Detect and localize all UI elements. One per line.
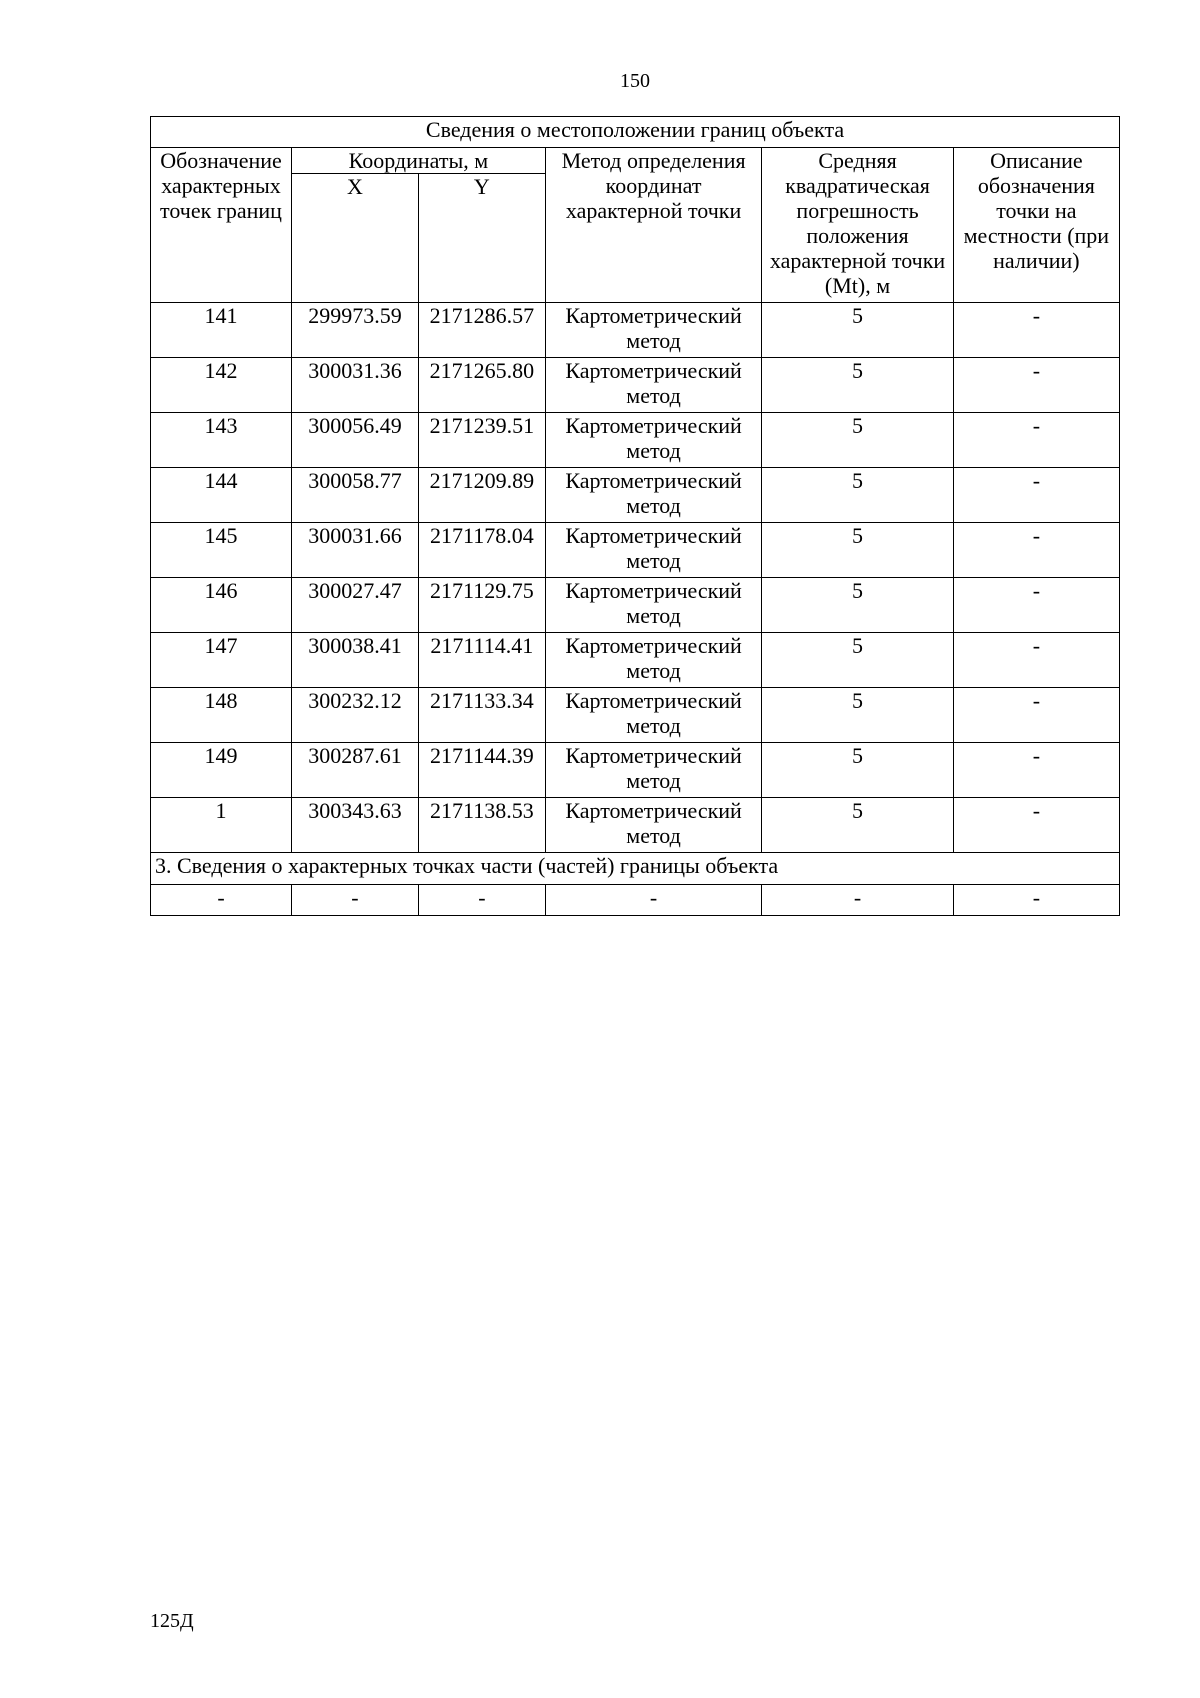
table-title: Сведения о местоположении границ объекта [151, 117, 1120, 148]
table-row [151, 303, 1120, 358]
cell-method: Картометрический метод [545, 798, 762, 853]
header-row [151, 148, 1120, 174]
section-3-cell: - [292, 885, 419, 916]
cell-y: 2171114.41 [418, 633, 545, 688]
table-row [151, 578, 1120, 633]
cell-error: 5 [762, 523, 953, 578]
cell-point: 141 [151, 303, 292, 358]
cell-description: - [953, 413, 1119, 468]
section-3-cell: - [151, 885, 292, 916]
boundary-table [150, 116, 1120, 916]
cell-description: - [953, 468, 1119, 523]
cell-point: 145 [151, 523, 292, 578]
cell-description: - [953, 688, 1119, 743]
section-3-cell: - [762, 885, 953, 916]
table-row [151, 688, 1120, 743]
section-3-cell: - [418, 885, 545, 916]
header-x: X [292, 174, 419, 303]
header-coords: Координаты, м [292, 148, 546, 174]
cell-y: 2171129.75 [418, 578, 545, 633]
section-3-cell: - [545, 885, 762, 916]
cell-method: Картометрический метод [545, 578, 762, 633]
cell-error: 5 [762, 413, 953, 468]
cell-y: 2171286.57 [418, 303, 545, 358]
table-row [151, 468, 1120, 523]
cell-description: - [953, 578, 1119, 633]
table-row [151, 633, 1120, 688]
header-error: Средняя квадратическая погрешность положения характерной точки (Mt), м [762, 148, 953, 303]
cell-x: 300058.77 [292, 468, 419, 523]
cell-method: Картометрический метод [545, 358, 762, 413]
cell-x: 299973.59 [292, 303, 419, 358]
cell-method: Картометрический метод [545, 743, 762, 798]
cell-x: 300343.63 [292, 798, 419, 853]
cell-error: 5 [762, 633, 953, 688]
table-row [151, 743, 1120, 798]
cell-description: - [953, 743, 1119, 798]
table-row [151, 358, 1120, 413]
cell-error: 5 [762, 798, 953, 853]
cell-x: 300287.61 [292, 743, 419, 798]
cell-y: 2171209.89 [418, 468, 545, 523]
cell-x: 300232.12 [292, 688, 419, 743]
cell-x: 300056.49 [292, 413, 419, 468]
section-3-row [151, 853, 1120, 885]
cell-point: 146 [151, 578, 292, 633]
cell-point: 143 [151, 413, 292, 468]
cell-y: 2171138.53 [418, 798, 545, 853]
cell-point: 148 [151, 688, 292, 743]
section-3-title: 3. Сведения о характерных точках части (частей) границы объекта [151, 853, 1120, 885]
cell-description: - [953, 523, 1119, 578]
section-3-cell: - [953, 885, 1119, 916]
cell-x: 300031.66 [292, 523, 419, 578]
cell-error: 5 [762, 688, 953, 743]
cell-error: 5 [762, 303, 953, 358]
cell-point: 149 [151, 743, 292, 798]
cell-description: - [953, 303, 1119, 358]
section-3-data-row [151, 885, 1120, 916]
table-row [151, 798, 1120, 853]
cell-y: 2171144.39 [418, 743, 545, 798]
cell-point: 144 [151, 468, 292, 523]
cell-x: 300027.47 [292, 578, 419, 633]
cell-method: Картометрический метод [545, 413, 762, 468]
header-designation: Обозначение характерных точек границ [151, 148, 292, 303]
cell-x: 300038.41 [292, 633, 419, 688]
header-description: Описание обозначения точки на местности (при наличии) [953, 148, 1119, 303]
table-title-row [151, 117, 1120, 148]
cell-method: Картометрический метод [545, 303, 762, 358]
cell-y: 2171239.51 [418, 413, 545, 468]
header-method: Метод определения координат характерной точки [545, 148, 762, 303]
cell-description: - [953, 358, 1119, 413]
cell-method: Картометрический метод [545, 633, 762, 688]
cell-point: 142 [151, 358, 292, 413]
cell-point: 147 [151, 633, 292, 688]
cell-method: Картометрический метод [545, 523, 762, 578]
table-row [151, 413, 1120, 468]
cell-error: 5 [762, 468, 953, 523]
cell-error: 5 [762, 743, 953, 798]
cell-y: 2171178.04 [418, 523, 545, 578]
cell-y: 2171265.80 [418, 358, 545, 413]
table-row [151, 523, 1120, 578]
cell-point: 1 [151, 798, 292, 853]
page-number: 150 [620, 70, 650, 92]
header-y: Y [418, 174, 545, 303]
cell-error: 5 [762, 578, 953, 633]
cell-description: - [953, 633, 1119, 688]
cell-method: Картометрический метод [545, 468, 762, 523]
cell-error: 5 [762, 358, 953, 413]
cell-method: Картометрический метод [545, 688, 762, 743]
cell-x: 300031.36 [292, 358, 419, 413]
cell-y: 2171133.34 [418, 688, 545, 743]
document-code: 125Д [150, 1610, 194, 1632]
cell-description: - [953, 798, 1119, 853]
